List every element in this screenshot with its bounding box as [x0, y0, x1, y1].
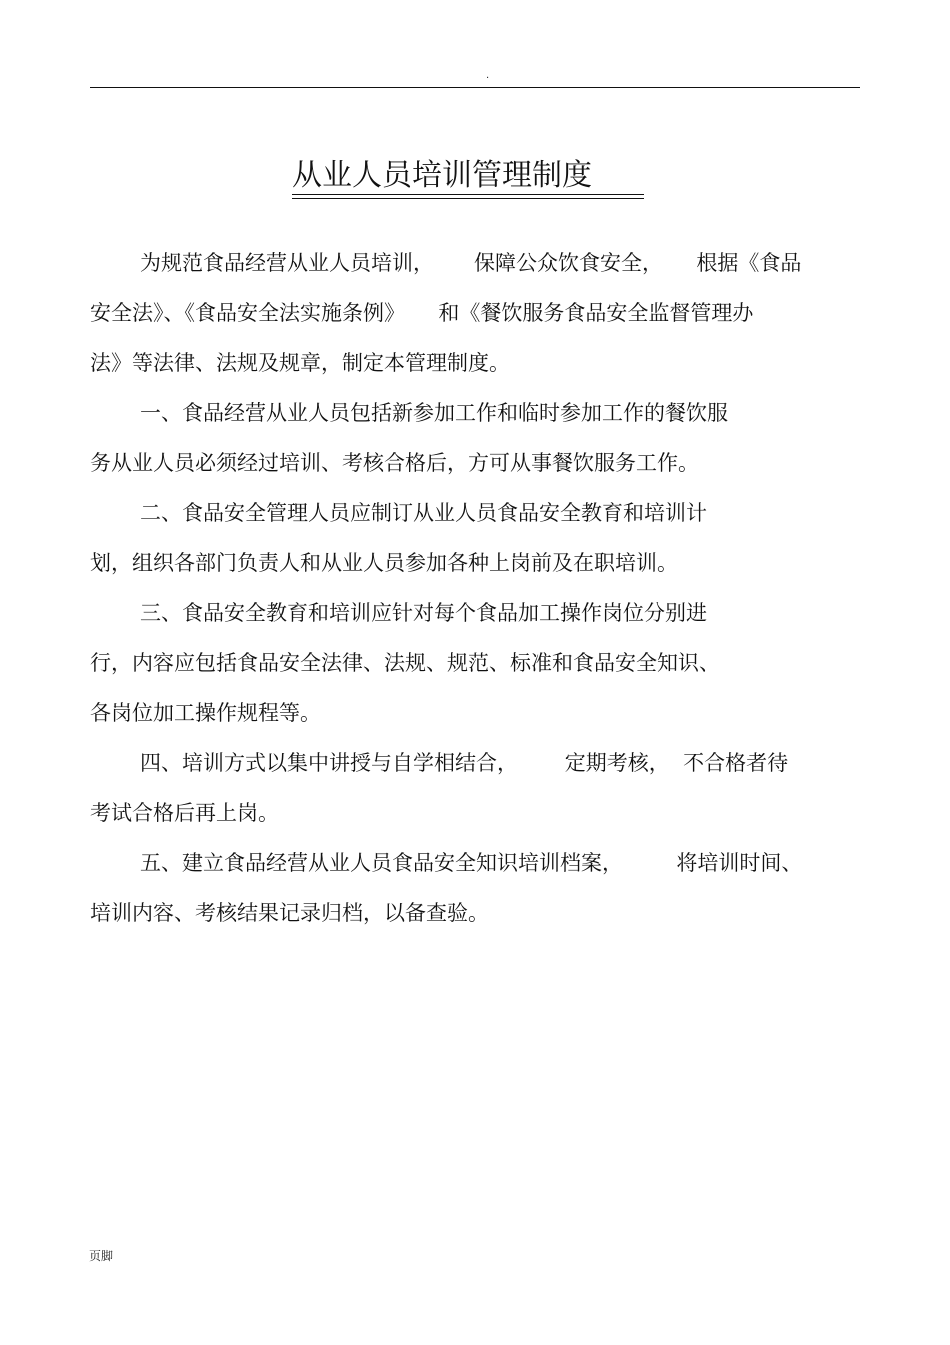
article-five-line: 五、建立食品经营从业人员食品安全知识培训档案， 将培训时间、: [140, 851, 803, 875]
article-one-line: 一、食品经营从业人员包括新参加工作和临时参加工作的餐饮服: [140, 401, 728, 425]
article-three-line: 各岗位加工操作规程等。: [90, 701, 321, 725]
article-five-line: 培训内容、考核结果记录归档，以备查验。: [90, 901, 489, 925]
header-rule: [90, 87, 860, 88]
header-mark: .: [486, 70, 490, 81]
article-three-line: 三、食品安全教育和培训应针对每个食品加工操作岗位分别进: [140, 601, 707, 625]
title-underline-top: [292, 194, 644, 195]
article-one-line: 务从业人员必须经过培训、考核合格后，方可从事餐饮服务工作。: [90, 451, 699, 475]
intro-paragraph-line: 法》等法律、法规及规章，制定本管理制度。: [90, 351, 510, 375]
intro-paragraph-line: 为规范食品经营从业人员培训， 保障公众饮食安全， 根据《食品: [140, 251, 802, 275]
page-footer: 页脚: [89, 1249, 114, 1263]
title-underline-bottom: [292, 198, 644, 199]
document-title: 从业人员培训管理制度: [292, 158, 592, 193]
article-four-line: 四、培训方式以集中讲授与自学相结合， 定期考核， 不合格者待: [140, 751, 789, 775]
document-body: [90, 238, 850, 938]
article-two-line: 划，组织各部门负责人和从业人员参加各种上岗前及在职培训。: [90, 551, 678, 575]
intro-paragraph-line: 安全法》、《食品安全法实施条例》 和《餐饮服务食品安全监督管理办: [90, 301, 754, 325]
article-two-line: 二、食品安全管理人员应制订从业人员食品安全教育和培训计: [140, 501, 707, 525]
article-four-line: 考试合格后再上岗。: [90, 801, 279, 825]
article-three-line: 行，内容应包括食品安全法律、法规、规范、标准和食品安全知识、: [90, 651, 720, 675]
